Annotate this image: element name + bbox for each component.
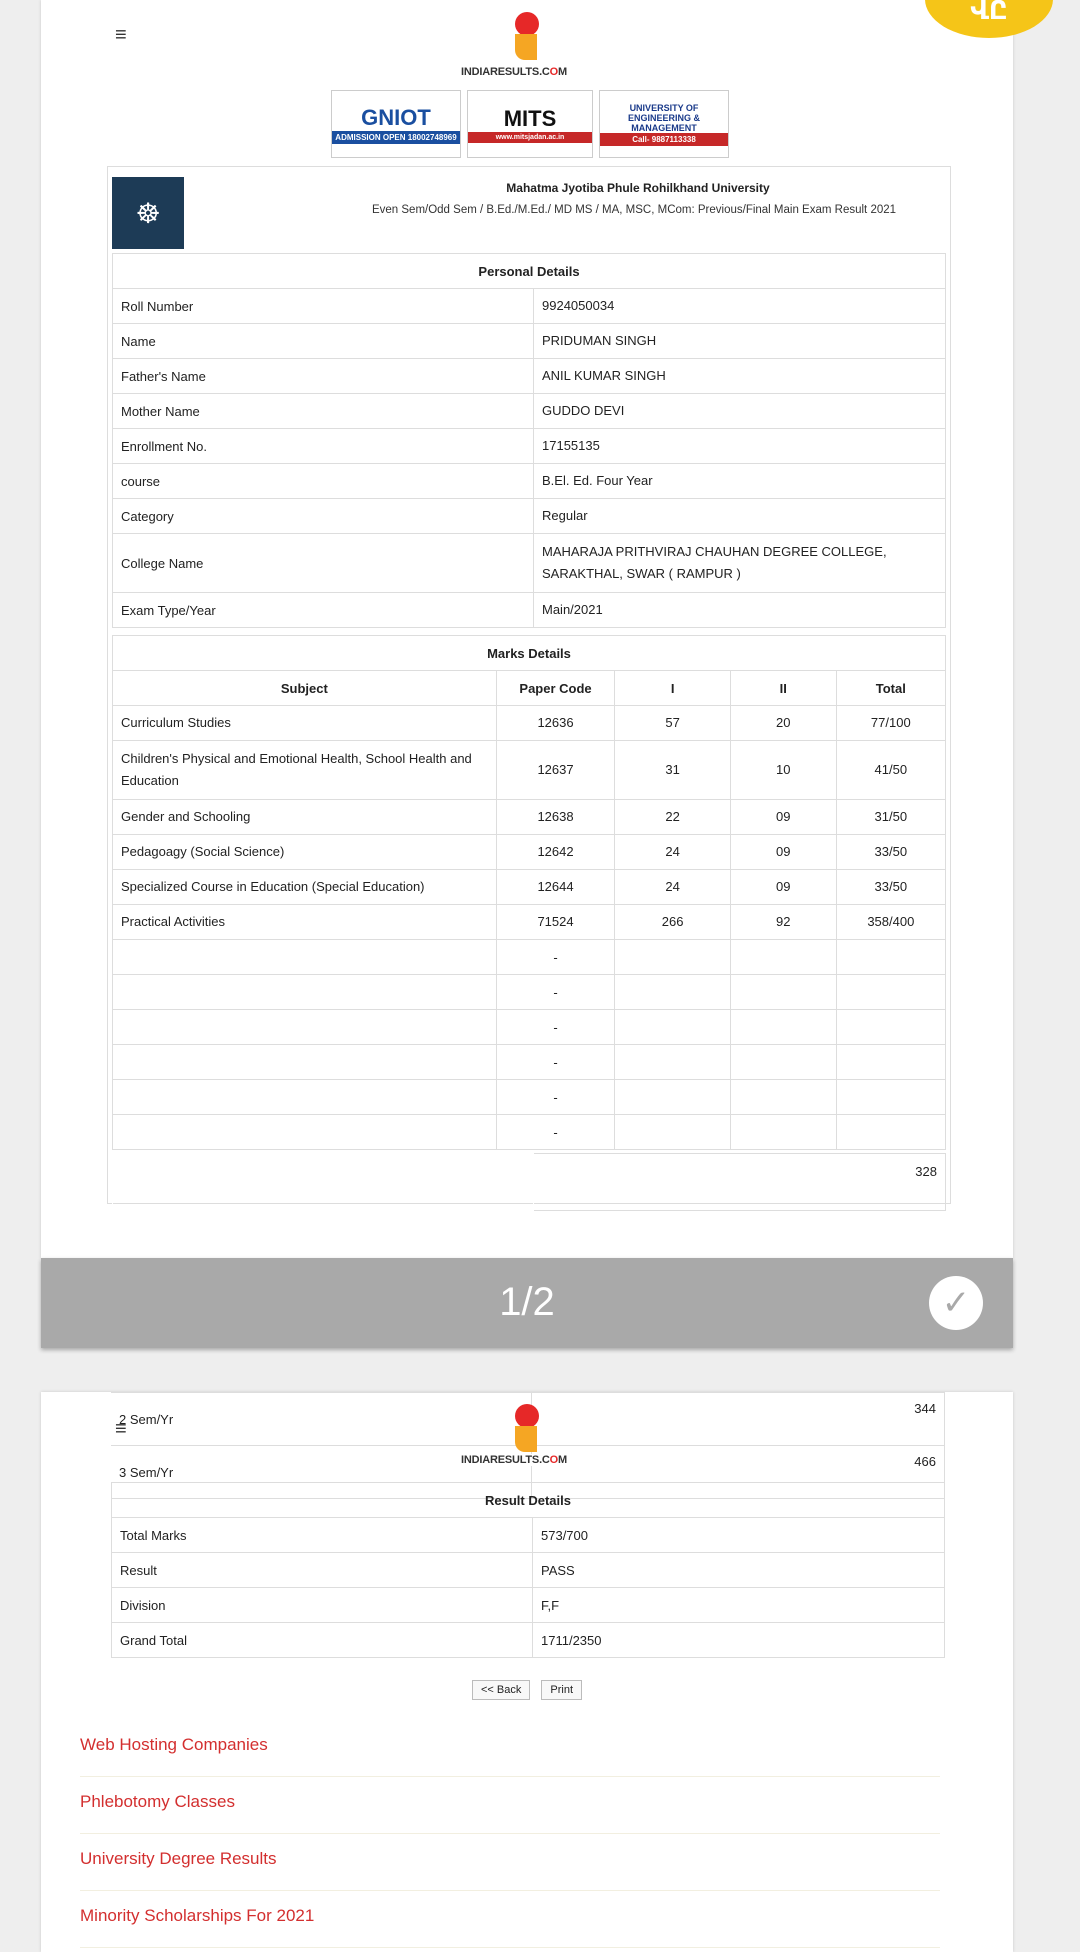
- table-row: [113, 835, 946, 870]
- personal-row: [113, 324, 946, 359]
- marks-cell: 57: [615, 706, 730, 741]
- personal-row: [113, 499, 946, 534]
- marks-cell: [730, 1010, 836, 1045]
- logo-text: INDIARESULTS.COM: [461, 66, 567, 78]
- marks-cell: 358/400: [836, 905, 945, 940]
- personal-row: [113, 289, 946, 324]
- marks-cell: 92: [730, 905, 836, 940]
- hamburger-menu-icon[interactable]: ≡: [115, 24, 127, 46]
- subject-cell: Practical Activities: [113, 905, 497, 940]
- marks-cell: [615, 1115, 730, 1150]
- result-value: 1711/2350: [533, 1623, 945, 1658]
- marks-cell: -: [496, 1115, 615, 1150]
- marks-cell: [615, 940, 730, 975]
- personal-row: [113, 394, 946, 429]
- result-row: [112, 1553, 945, 1588]
- page-indicator-bar: [41, 1258, 1013, 1348]
- result-row: [112, 1518, 945, 1553]
- marks-cell: [615, 975, 730, 1010]
- empty-row: [113, 1115, 946, 1150]
- marks-cell: 09: [730, 800, 836, 835]
- result-details-heading: Result Details: [112, 1483, 945, 1518]
- marks-cell: [615, 1010, 730, 1045]
- marks-cell: 33/50: [836, 870, 945, 905]
- mits-title: MITS: [503, 105, 557, 131]
- marks-cell: 71524: [496, 905, 615, 940]
- result-row: [112, 1588, 945, 1623]
- marks-cell: 09: [730, 835, 836, 870]
- marks-cell: 09: [730, 870, 836, 905]
- marks-cell: [836, 1010, 945, 1045]
- marks-cell: 22: [615, 800, 730, 835]
- marks-cell: 33/50: [836, 835, 945, 870]
- personal-row: [113, 464, 946, 499]
- gniot-banner[interactable]: [331, 90, 461, 158]
- semester-value: 466: [532, 1446, 945, 1499]
- marks-cell: 12636: [496, 706, 615, 741]
- hamburger-menu-icon-2[interactable]: ≡: [115, 1418, 127, 1440]
- empty-row: [113, 1080, 946, 1115]
- university-emblem-icon: ☸: [112, 177, 184, 249]
- subject-cell: Specialized Course in Education (Special Education): [113, 870, 497, 905]
- marks-cell: -: [496, 1080, 615, 1115]
- ad-banners: [331, 90, 729, 158]
- marks-column-header: Subject: [113, 671, 497, 706]
- subject-cell: [113, 1080, 497, 1115]
- related-links: [80, 1720, 940, 1948]
- personal-row: [113, 534, 946, 593]
- result-value: F,F: [533, 1588, 945, 1623]
- related-link[interactable]: Phlebotomy Classes: [80, 1777, 940, 1834]
- personal-label: course: [113, 464, 534, 499]
- personal-value: Main/2021: [534, 593, 946, 628]
- personal-label: College Name: [113, 534, 534, 593]
- marks-cell: 41/50: [836, 741, 945, 800]
- related-link[interactable]: Minority Scholarships For 2021: [80, 1891, 940, 1948]
- empty-row: [113, 1010, 946, 1045]
- personal-value: ANIL KUMAR SINGH: [534, 359, 946, 394]
- personal-label: Roll Number: [113, 289, 534, 324]
- marks-cell: 24: [615, 835, 730, 870]
- result-details-table: [111, 1482, 945, 1658]
- marks-cell: 12638: [496, 800, 615, 835]
- personal-label: Name: [113, 324, 534, 359]
- table-row: [113, 905, 946, 940]
- marks-cell: -: [496, 1010, 615, 1045]
- marks-cell: [836, 940, 945, 975]
- floating-action-button[interactable]: ՎԸ: [925, 0, 1053, 38]
- check-icon[interactable]: ✓: [929, 1276, 983, 1330]
- personal-row: [113, 429, 946, 464]
- university-name: Mahatma Jyotiba Phule Rohilkhand University: [506, 181, 770, 195]
- result-label: Result: [112, 1553, 533, 1588]
- personal-value: Regular: [534, 499, 946, 534]
- result-page-1: [41, 0, 1013, 1258]
- empty-row: [113, 1045, 946, 1080]
- marks-cell: [730, 1115, 836, 1150]
- marks-cell: 266: [615, 905, 730, 940]
- marks-cell: 77/100: [836, 706, 945, 741]
- subject-cell: [113, 1010, 497, 1045]
- marks-column-header: II: [730, 671, 836, 706]
- logo-drop-icon-2: [515, 1404, 539, 1428]
- page-indicator: 1/2: [499, 1280, 555, 1324]
- result-value: PASS: [533, 1553, 945, 1588]
- marks-cell: [836, 1115, 945, 1150]
- personal-row: [113, 359, 946, 394]
- semester-value: 344: [532, 1393, 945, 1446]
- personal-label: Exam Type/Year: [113, 593, 534, 628]
- page2-buttons: [41, 1680, 1013, 1700]
- subject-cell: Children's Physical and Emotional Health, School Health and Education: [113, 741, 497, 800]
- marks-cell: -: [496, 975, 615, 1010]
- personal-value: 9924050034: [534, 289, 946, 324]
- logo-drop-icon: [515, 12, 539, 36]
- marks-cell: 31/50: [836, 800, 945, 835]
- empty-row: [113, 940, 946, 975]
- personal-value: MAHARAJA PRITHVIRAJ CHAUHAN DEGREE COLLEGE, SARAKTHAL, SWAR ( RAMPUR ): [534, 534, 946, 593]
- marks-cell: 24: [615, 870, 730, 905]
- empty-row: [113, 975, 946, 1010]
- table-row: [113, 800, 946, 835]
- personal-label: Category: [113, 499, 534, 534]
- subject-cell: [113, 1045, 497, 1080]
- mits-banner[interactable]: [467, 90, 593, 158]
- subject-cell: [113, 1115, 497, 1150]
- marks-column-header: Total: [836, 671, 945, 706]
- marks-cell: [730, 1045, 836, 1080]
- related-link[interactable]: University Degree Results: [80, 1834, 940, 1891]
- sem1-label-cell: [113, 1154, 534, 1211]
- personal-value: B.El. Ed. Four Year: [534, 464, 946, 499]
- marks-details-table: [112, 635, 946, 1150]
- back-button[interactable]: << Back: [472, 1680, 530, 1700]
- result-row: [112, 1623, 945, 1658]
- marks-cell: 10: [730, 741, 836, 800]
- result-label: Division: [112, 1588, 533, 1623]
- marks-cell: 20: [730, 706, 836, 741]
- personal-label: Mother Name: [113, 394, 534, 429]
- marks-column-header: Paper Code: [496, 671, 615, 706]
- marks-cell: 12642: [496, 835, 615, 870]
- semester-label: 3 Sem/Yr: [111, 1446, 532, 1499]
- marks-cell: [836, 1080, 945, 1115]
- subject-cell: [113, 940, 497, 975]
- marks-cell: 12637: [496, 741, 615, 800]
- marks-cell: [730, 1080, 836, 1115]
- personal-details-table: [112, 253, 946, 628]
- marks-cell: [730, 940, 836, 975]
- uem-banner[interactable]: [599, 90, 729, 158]
- marks-cell: [615, 1080, 730, 1115]
- marks-column-header: I: [615, 671, 730, 706]
- marks-cell: 31: [615, 741, 730, 800]
- exam-title: Even Sem/Odd Sem / B.Ed./M.Ed./ MD MS / MA, MSC, MCom: Previous/Final Main Exam Result 2021: [371, 204, 897, 216]
- related-link[interactable]: Web Hosting Companies: [80, 1720, 940, 1777]
- personal-value: GUDDO DEVI: [534, 394, 946, 429]
- subject-cell: [113, 975, 497, 1010]
- marks-cell: [836, 975, 945, 1010]
- personal-row: [113, 593, 946, 628]
- personal-label: Father's Name: [113, 359, 534, 394]
- result-box: [107, 166, 951, 1204]
- table-row: [113, 741, 946, 800]
- semester-label: 2 Sem/Yr: [111, 1393, 532, 1446]
- marks-cell: 12644: [496, 870, 615, 905]
- uem-title: UNIVERSITY OF ENGINEERING & MANAGEMENT: [627, 102, 700, 133]
- logo-text-2: INDIARESULTS.COM: [461, 1454, 567, 1466]
- marks-cell: [615, 1045, 730, 1080]
- subject-cell: Pedagoagy (Social Science): [113, 835, 497, 870]
- marks-details-heading: Marks Details: [113, 636, 946, 671]
- mits-subtitle: www.mitsjadan.ac.in: [468, 132, 592, 143]
- result-value: 573/700: [533, 1518, 945, 1553]
- gniot-subtitle: ADMISSION OPEN 18002748969: [332, 131, 460, 144]
- personal-value: PRIDUMAN SINGH: [534, 324, 946, 359]
- table-row: [113, 706, 946, 741]
- sem1-total: 328: [534, 1154, 946, 1211]
- logo-stem-icon-2: [515, 1426, 537, 1452]
- marks-cell: [836, 1045, 945, 1080]
- uem-subtitle: Call- 9887113338: [600, 133, 728, 146]
- table-row: [113, 870, 946, 905]
- gniot-title: GNIOT: [361, 104, 431, 130]
- sem1-total-row: [112, 1153, 946, 1211]
- marks-cell: [730, 975, 836, 1010]
- personal-value: 17155135: [534, 429, 946, 464]
- marks-cell: -: [496, 940, 615, 975]
- marks-cell: -: [496, 1045, 615, 1080]
- result-label: Total Marks: [112, 1518, 533, 1553]
- subject-cell: Gender and Schooling: [113, 800, 497, 835]
- personal-details-heading: Personal Details: [113, 254, 946, 289]
- logo-stem-icon: [515, 34, 537, 60]
- print-button[interactable]: Print: [541, 1680, 582, 1700]
- result-label: Grand Total: [112, 1623, 533, 1658]
- subject-cell: Curriculum Studies: [113, 706, 497, 741]
- personal-label: Enrollment No.: [113, 429, 534, 464]
